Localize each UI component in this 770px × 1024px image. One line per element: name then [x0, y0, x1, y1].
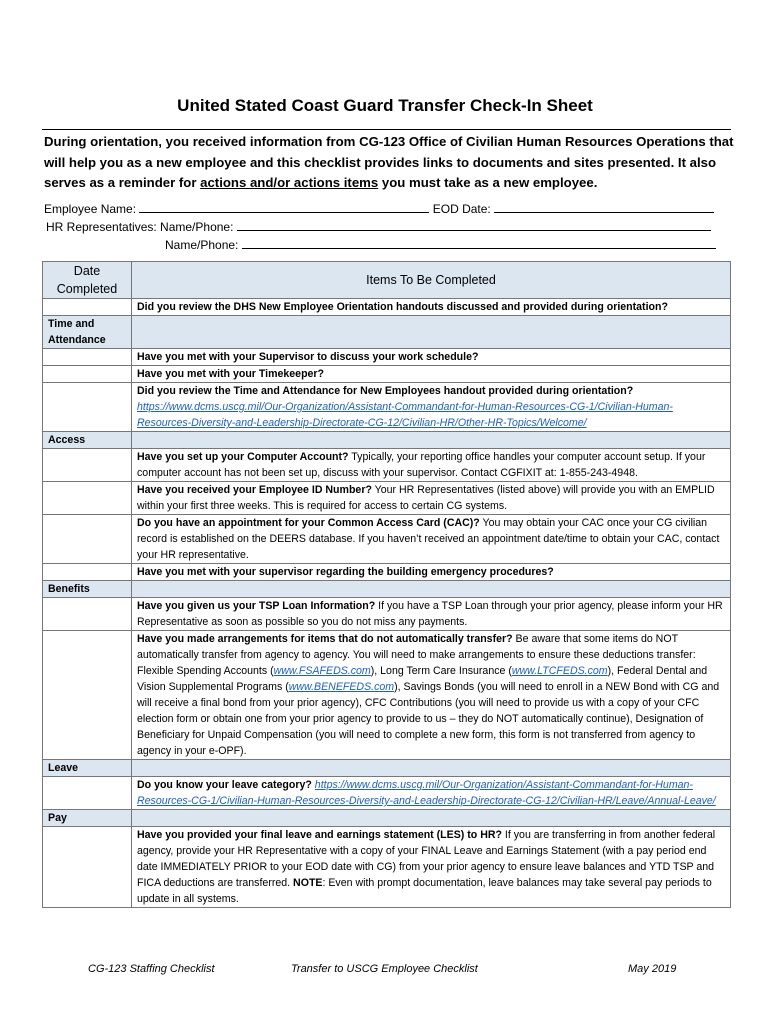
eod-date-label: EOD Date: — [432, 202, 491, 216]
table-row — [43, 598, 731, 631]
item-question: Did you review the Time and Attendance for New Employees handout provided during orientation? — [137, 385, 634, 397]
item-question: Have you met with your Timekeeper? — [137, 368, 325, 380]
employee-name-label: Employee Name: — [44, 202, 137, 216]
item-cell — [132, 827, 731, 908]
item-cell — [132, 449, 731, 482]
date-completed-cell[interactable] — [43, 349, 132, 366]
item-cell — [132, 515, 731, 564]
item-text: Typically, your reporting office handles your computer account setup. If your computer account has not been set up, discuss with your supervisor. Contact CGFIXIT at: 1-855-243-4948. — [137, 451, 706, 479]
item-text: : Even with prompt documentation, leave balances may take several pay periods to update in all systems. — [137, 877, 712, 905]
item-cell — [132, 316, 731, 349]
table-row — [43, 515, 731, 564]
page-title: United Stated Coast Guard Transfer Check-In Sheet — [177, 96, 593, 115]
date-completed-cell[interactable] — [43, 598, 132, 631]
section-label: Access — [43, 432, 132, 449]
table-row — [43, 777, 731, 810]
section-row — [43, 316, 731, 349]
title-divider — [42, 129, 731, 130]
date-completed-cell[interactable] — [43, 383, 132, 432]
table-row — [43, 449, 731, 482]
item-cell — [132, 564, 731, 581]
col-items: Items To Be Completed — [132, 262, 731, 299]
item-question: Have you given us your TSP Loan Information? — [137, 600, 376, 612]
item-link[interactable]: https://www.dcms.uscg.mil/Our-Organization/Assistant-Commandant-for-Human-Resources-CG-1/Civilian-Human-Resources-Diversity-and-Leadership-Directorate-CG-12/Civilian-HR/Other-HR-Topics/Welcome/ — [137, 401, 673, 429]
table-row — [43, 366, 731, 383]
table-row — [43, 299, 731, 316]
table-row — [43, 383, 731, 432]
item-text: You may obtain your CAC once your CG civilian record is established on the DEERS database. If you haven’t received an appointment date/time to obtain your CAC, contact your HR representative. — [137, 517, 720, 561]
item-cell — [132, 383, 731, 432]
item-cell — [132, 349, 731, 366]
section-label: Time and Attendance — [43, 316, 132, 349]
item-text: If you have a TSP Loan through your prior agency, please inform your HR Representative as soon as possible so you do not miss any payments. — [137, 600, 723, 628]
date-completed-cell[interactable] — [43, 299, 132, 316]
item-cell — [132, 777, 731, 810]
item-text: Your HR Representatives (listed above) will provide you with an EMPLID within your first three weeks. This is required for access to certain CG systems. — [137, 484, 715, 512]
item-cell — [132, 810, 731, 827]
date-completed-cell[interactable] — [43, 631, 132, 760]
item-cell — [132, 598, 731, 631]
item-cell — [132, 432, 731, 449]
table-row — [43, 349, 731, 366]
section-row — [43, 581, 731, 598]
item-text: If you are transferring in from another federal agency, provide your HR Representative with a copy of your FINAL Leave and Earnings Statement (with a pay period end date IMMEDIATELY PRIOR to your EOD date with CG) from your prior agency to ensure leave balances and YTD TSP and FICA deductions are transferred. — [137, 829, 716, 889]
item-question: NOTE — [293, 877, 323, 889]
intro-text: During orientation, you received information from CG-123 Office of Civilian Human Resources Operations that will help you as a new employee and this checklist provides links to documents and sites presented. It also serves as a reminder for — [44, 134, 734, 190]
table-row — [43, 564, 731, 581]
date-completed-cell[interactable] — [43, 449, 132, 482]
date-completed-cell[interactable] — [43, 827, 132, 908]
table-row — [43, 631, 731, 760]
intro-text-end: you must take as a new employee. — [378, 175, 598, 190]
item-text: ), Federal Dental and Vision Supplemental Programs ( — [137, 665, 708, 693]
hr-reps-label: HR Representatives: Name/Phone: — [46, 220, 234, 234]
item-question: Do you know your leave category? — [137, 779, 315, 791]
section-label: Leave — [43, 760, 132, 777]
item-question: Have you set up your Computer Account? — [137, 451, 349, 463]
item-question: Have you received your Employee ID Number? — [137, 484, 372, 496]
section-label: Pay — [43, 810, 132, 827]
item-link[interactable]: www.BENEFEDS.com — [288, 681, 395, 693]
item-question: Have you made arrangements for items that do not automatically transfer? — [137, 633, 513, 645]
hr-rep-2-field[interactable] — [242, 236, 716, 249]
item-link[interactable]: https://www.dcms.uscg.mil/Our-Organization/Assistant-Commandant-for-Human-Resources-CG-1/Civilian-Human-Resources-Diversity-and-Leadership-Directorate-CG-12/Civilian-HR/Leave/Annual-Leave/ — [137, 779, 716, 807]
name-phone-label: Name/Phone: — [165, 238, 239, 252]
intro-underlined: actions and/or actions items — [200, 175, 379, 190]
date-completed-cell[interactable] — [43, 515, 132, 564]
intro-paragraph — [44, 132, 734, 194]
employee-fields — [44, 200, 716, 254]
item-text: ), Savings Bonds (you will need to enroll in a NEW Bond with CG and will receive a final bond from your prior agency), CFC Contributions (you will need to provide us with a copy of your CFC election form or obtain one from your prior agency to provide to us – they do NOT automatically continue), Designation of Beneficiary for Unpaid Compensation (you will need to complete a new form, this form is not transferred from agency to agency in your e-OPF). — [137, 681, 720, 757]
eod-date-field[interactable] — [494, 200, 714, 213]
date-completed-cell[interactable] — [43, 366, 132, 383]
item-link[interactable]: www.FSAFEDS.com — [273, 665, 371, 677]
footer-left: CG-123 Staffing Checklist — [88, 963, 215, 975]
checklist-table — [42, 261, 731, 908]
item-cell — [132, 299, 731, 316]
date-completed-cell[interactable] — [43, 777, 132, 810]
item-question: Have you met with your Supervisor to discuss your work schedule? — [137, 351, 479, 363]
date-completed-cell[interactable] — [43, 482, 132, 515]
item-cell — [132, 631, 731, 760]
section-row — [43, 432, 731, 449]
item-cell — [132, 581, 731, 598]
item-cell — [132, 366, 731, 383]
section-row — [43, 810, 731, 827]
item-text: Be aware that some items do NOT automatically transfer from agency to agency. You will need to make arrangements to ensure these deductions transfer: Flexible Spending Accounts ( — [137, 633, 696, 677]
item-question: Have you met with your supervisor regarding the building emergency procedures? — [137, 566, 554, 578]
section-label: Benefits — [43, 581, 132, 598]
date-completed-cell[interactable] — [43, 564, 132, 581]
table-header — [43, 262, 731, 299]
table-row — [43, 482, 731, 515]
col-date-completed: Date Completed — [43, 262, 132, 299]
item-question: Have you provided your final leave and earnings statement (LES) to HR? — [137, 829, 502, 841]
footer-center: Transfer to USCG Employee Checklist — [291, 963, 478, 975]
footer-right: May 2019 — [628, 963, 677, 975]
hr-rep-1-field[interactable] — [237, 218, 711, 231]
item-cell — [132, 760, 731, 777]
item-question: Did you review the DHS New Employee Orientation handouts discussed and provided during orientation? — [137, 301, 668, 313]
item-text: ), Long Term Care Insurance ( — [370, 665, 512, 677]
section-row — [43, 760, 731, 777]
table-row — [43, 827, 731, 908]
employee-name-field[interactable] — [139, 200, 429, 213]
item-cell — [132, 482, 731, 515]
item-link[interactable]: www.LTCFEDS.com — [511, 665, 608, 677]
item-question: Do you have an appointment for your Common Access Card (CAC)? — [137, 517, 480, 529]
